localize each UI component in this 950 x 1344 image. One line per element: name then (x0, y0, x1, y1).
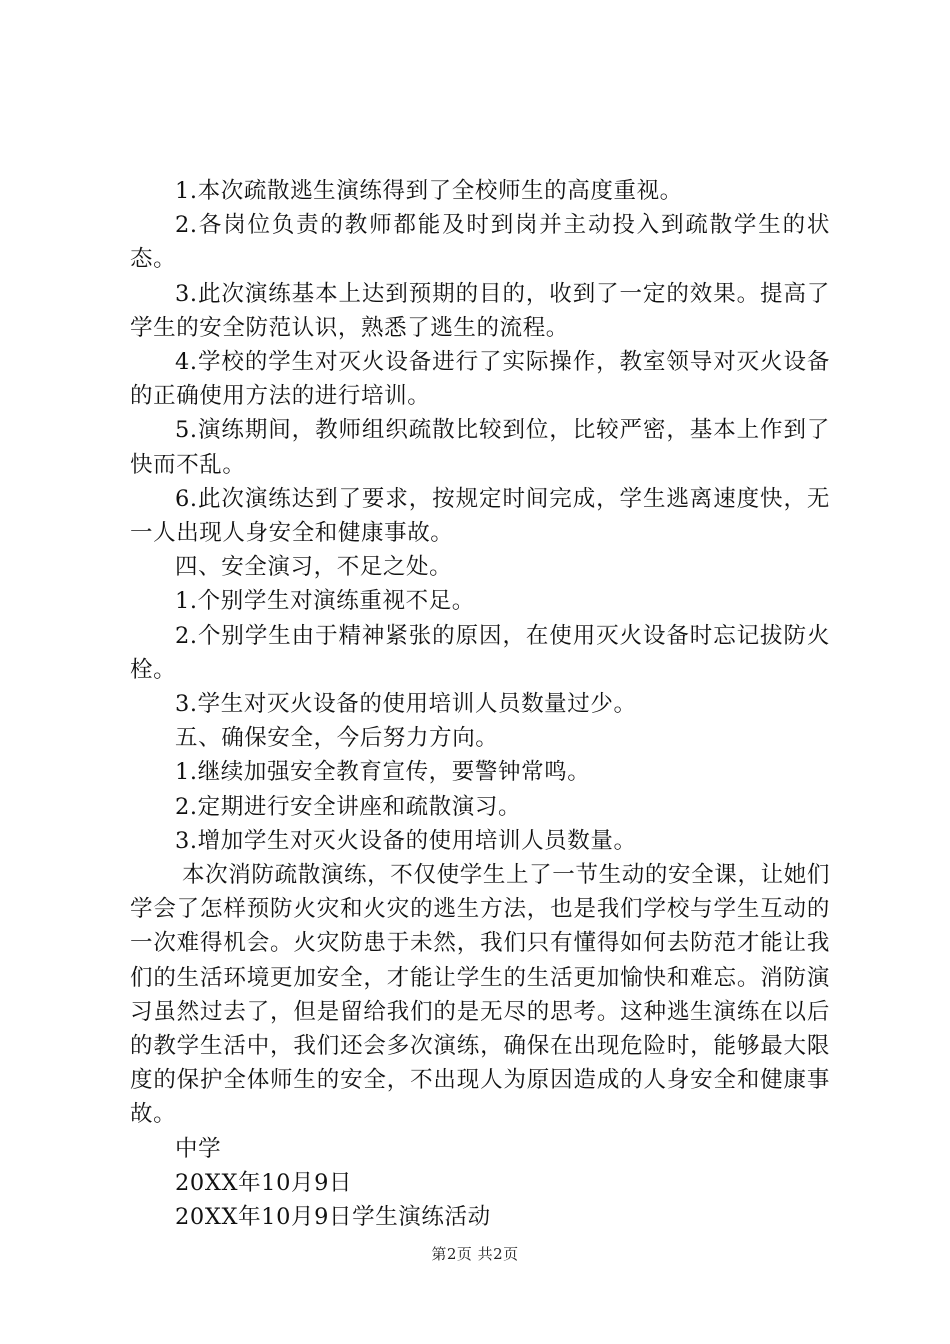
document-body (130, 174, 830, 1234)
shortcoming-item-3: 3.学生对灭火设备的使用培训人员数量过少。 (175, 691, 637, 718)
direction-item-1: 1.继续加强安全教育宣传，要警钟常鸣。 (175, 759, 591, 786)
shortcoming-item-1: 1.个别学生对演练重视不足。 (175, 588, 475, 615)
paragraph-item-6: 6.此次演练达到了要求，按规定时间完成，学生逃离速度快，无一人出现人身安全和健康事故。 (130, 485, 830, 547)
paragraph-item-2: 2.各岗位负责的教师都能及时到岗并主动投入到疏散学生的状态。 (130, 212, 830, 273)
section-heading-shortcomings: 四、安全演习，不足之处。 (175, 554, 453, 581)
conclusion-paragraph: 本次消防疏散演练，不仅使学生上了一节生动的安全课，让她们学会了怎样预防火灾和火灾的逃生方法，也是我们学校与学生互动的一次难得机会。火灾防患于未然，我们只有懂得如何去防范才能让我们的生活环境更加安全，才能让学生的生活更加愉快和难忘。消防演习虽然过去了，但是留给我们的是无尽的思考。这种逃生演练在以后的教学生活中，我们还会多次演练，确保在出现危险时，能够最大限度的保护全体师生的安全，不出现人为原因造成的人身安全和健康事故。 (130, 862, 830, 1128)
direction-item-3: 3.增加学生对灭火设备的使用培训人员数量。 (175, 827, 637, 854)
signature-school: 中学 (175, 1135, 222, 1162)
paragraph-item-1: 1.本次疏散逃生演练得到了全校师生的高度重视。 (175, 178, 683, 204)
section-heading-direction: 五、确保安全，今后努力方向。 (175, 725, 499, 752)
paragraph-item-5: 5.演练期间，教师组织疏散比较到位，比较严密，基本上作到了快而不乱。 (130, 417, 830, 478)
signature-date: 20XX年10月9日 (175, 1169, 353, 1196)
paragraph-item-3: 3.此次演练基本上达到预期的目的，收到了一定的效果。提高了学生的安全防范认识，熟悉了逃生的流程。 (130, 280, 830, 341)
shortcoming-item-2: 2.个别学生由于精神紧张的原因，在使用灭火设备时忘记拔防火栓。 (130, 622, 830, 683)
document-subtitle-line: 20XX年10月9日学生演练活动 (175, 1204, 491, 1231)
page-number-footer: 第2页 共2页 (431, 1245, 519, 1263)
direction-item-2: 2.定期进行安全讲座和疏散演习。 (175, 793, 522, 820)
paragraph-item-4: 4.学校的学生对灭火设备进行了实际操作，教室领导对灭火设备的正确使用方法的进行培训。 (130, 349, 830, 410)
